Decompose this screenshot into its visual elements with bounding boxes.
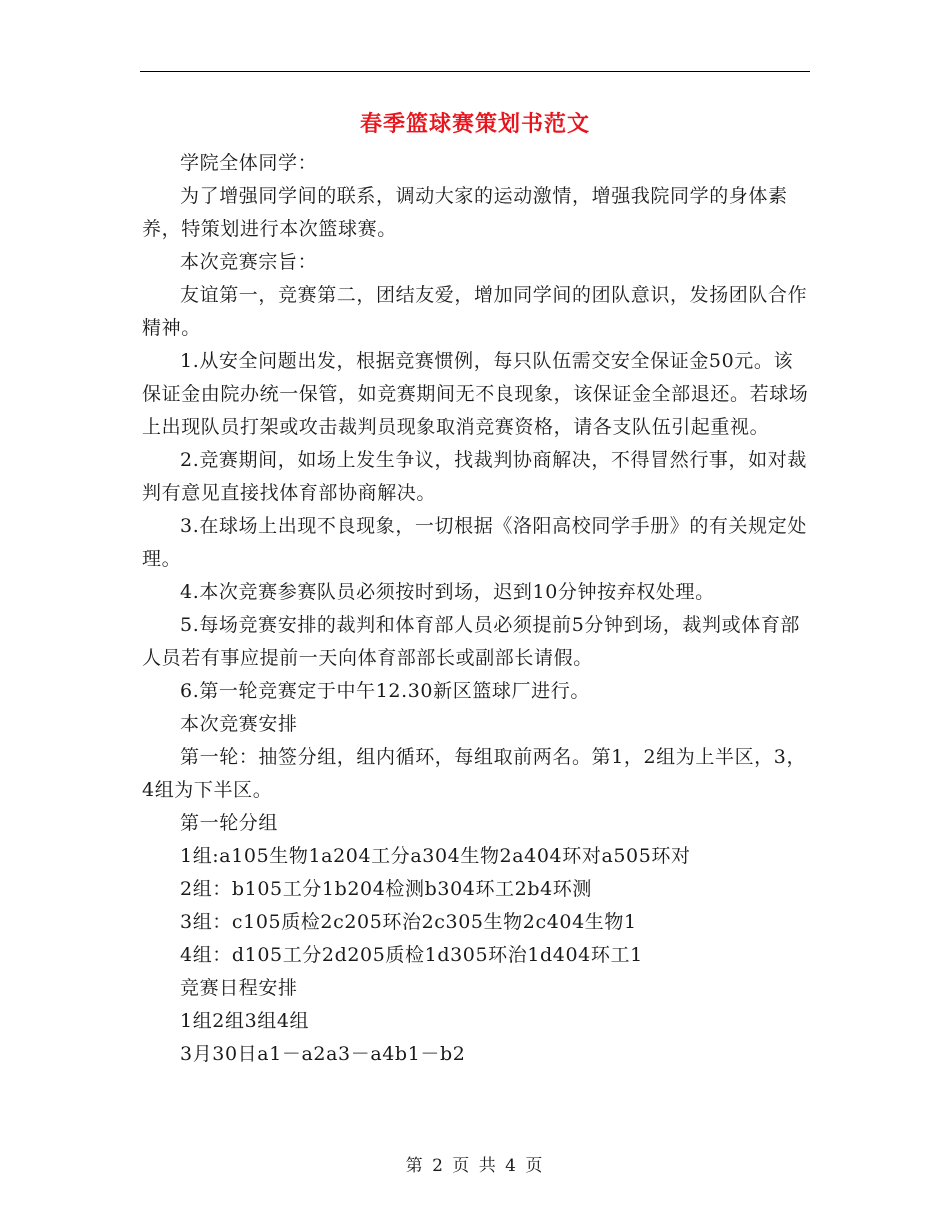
paragraph: 6.第一轮竞赛定于中午12.30新区篮球厂进行。 xyxy=(180,680,590,702)
paragraph: 5.每场竞赛安排的裁判和体育部人员必须提前5分钟到场，裁判或体育部人员若有事应提前一天向体育部部长或副部长请假。 xyxy=(142,614,801,669)
document-body xyxy=(142,147,810,1071)
paragraph: 4.本次竞赛参赛队员必须按时到场，迟到10分钟按弃权处理。 xyxy=(180,581,715,603)
header-rule xyxy=(140,71,810,72)
paragraph: 3.在球场上出现不良现象，一切根据《洛阳高校同学手册》的有关规定处理。 xyxy=(142,515,807,570)
paragraph: 1组:a105生物1a204工分a304生物2a404环对a505环对 xyxy=(180,845,691,867)
paragraph: 本次竞赛安排 xyxy=(180,713,298,735)
paragraph: 3月30日a1－a2a3－a4b1－b2 xyxy=(180,1043,466,1065)
paragraph: 为了增强同学间的联系，调动大家的运动激情，增强我院同学的身体素养，特策划进行本次篮球赛。 xyxy=(142,185,788,240)
paragraph: 第一轮：抽签分组，组内循环，每组取前两名。第1，2组为上半区，3，4组为下半区。 xyxy=(142,746,807,801)
page-number: 第 2 页 共 4 页 xyxy=(405,1156,545,1176)
paragraph: 本次竞赛宗旨： xyxy=(180,251,318,273)
paragraph: 1.从安全问题出发，根据竞赛惯例，每只队伍需交安全保证金50元。该保证金由院办统一保管，如竞赛期间无不良现象，该保证金全部退还。若球场上出现队员打架或攻击裁判员现象取消竞赛资格，请各支队伍引起重视。 xyxy=(142,350,809,438)
paragraph: 2.竞赛期间，如场上发生争议，找裁判协商解决，不得冒然行事，如对裁判有意见直接找体育部协商解决。 xyxy=(142,449,807,504)
document-title: 春季篮球赛策划书范文 xyxy=(359,111,590,137)
paragraph: 3组：c105质检2c205环治2c305生物2c404生物1 xyxy=(180,911,637,933)
paragraph: 2组：b105工分1b204检测b304环工2b4环测 xyxy=(180,878,592,900)
paragraph: 1组2组3组4组 xyxy=(180,1010,310,1032)
paragraph: 第一轮分组 xyxy=(180,812,279,834)
paragraph: 友谊第一，竞赛第二，团结友爱，增加同学间的团队意识，发扬团队合作精神。 xyxy=(142,284,808,339)
paragraph: 4组：d105工分2d205质检1d305环治1d404环工1 xyxy=(180,944,643,966)
paragraph: 学院全体同学： xyxy=(180,152,318,174)
paragraph: 竞赛日程安排 xyxy=(180,977,298,999)
